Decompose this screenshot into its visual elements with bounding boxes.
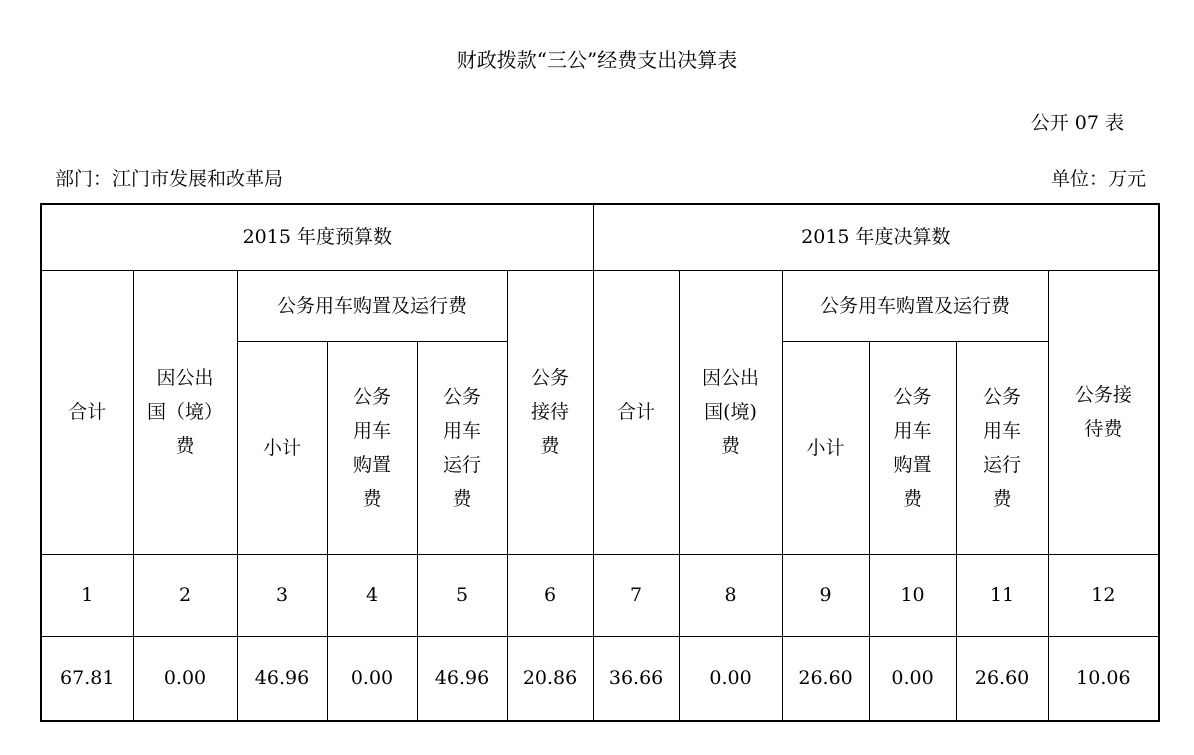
budget-subtotal-header: 小计 (237, 341, 327, 554)
col-number: 7 (593, 554, 679, 636)
col-number: 6 (507, 554, 593, 636)
actual-purchase-header: 公务 用车 购置 费 (869, 341, 956, 554)
page-title: 财政拨款“三公”经费支出决算表 (456, 48, 738, 72)
col-number: 3 (237, 554, 327, 636)
col-number: 5 (417, 554, 507, 636)
budget-abroad-header: 因公出 国（境） 费 (133, 270, 237, 554)
actual-abroad-header: 因公出 国(境) 费 (679, 270, 782, 554)
value-cell: 46.96 (417, 636, 507, 721)
unit-label: 单位：万元 (1050, 168, 1146, 190)
value-cell: 0.00 (679, 636, 782, 721)
value-cell: 20.86 (507, 636, 593, 721)
actual-reception-header: 公务接 待费 (1048, 270, 1159, 554)
actual-subtotal-header: 小计 (782, 341, 869, 554)
col-number: 1 (41, 554, 133, 636)
col-number: 12 (1048, 554, 1159, 636)
value-cell: 0.00 (869, 636, 956, 721)
budget-vehicle-group-header: 公务用车购置及运行费 (237, 270, 507, 341)
value-cell: 67.81 (41, 636, 133, 721)
col-number: 9 (782, 554, 869, 636)
value-cell: 10.06 (1048, 636, 1159, 721)
budget-reception-header: 公务 接待 费 (507, 270, 593, 554)
budget-running-header: 公务 用车 运行 费 (417, 341, 507, 554)
budget-purchase-header: 公务 用车 购置 费 (327, 341, 417, 554)
col-number: 11 (956, 554, 1048, 636)
value-cell: 0.00 (327, 636, 417, 721)
actual-vehicle-group-header: 公务用车购置及运行费 (782, 270, 1048, 341)
budget-total-header: 合计 (41, 270, 133, 554)
value-cell: 26.60 (782, 636, 869, 721)
form-number: 公开 07 表 (1030, 112, 1124, 134)
value-cell: 36.66 (593, 636, 679, 721)
value-cell: 0.00 (133, 636, 237, 721)
actual-running-header: 公务 用车 运行 费 (956, 341, 1048, 554)
value-cell: 46.96 (237, 636, 327, 721)
three-public-expenses-table (40, 203, 1160, 722)
department-label: 部门：江门市发展和改革局 (55, 168, 284, 190)
col-number: 4 (327, 554, 417, 636)
actual-header: 2015 年度决算数 (593, 204, 1159, 270)
actual-total-header: 合计 (593, 270, 679, 554)
col-number: 2 (133, 554, 237, 636)
col-number: 8 (679, 554, 782, 636)
col-number: 10 (869, 554, 956, 636)
budget-header: 2015 年度预算数 (41, 204, 593, 270)
value-cell: 26.60 (956, 636, 1048, 721)
